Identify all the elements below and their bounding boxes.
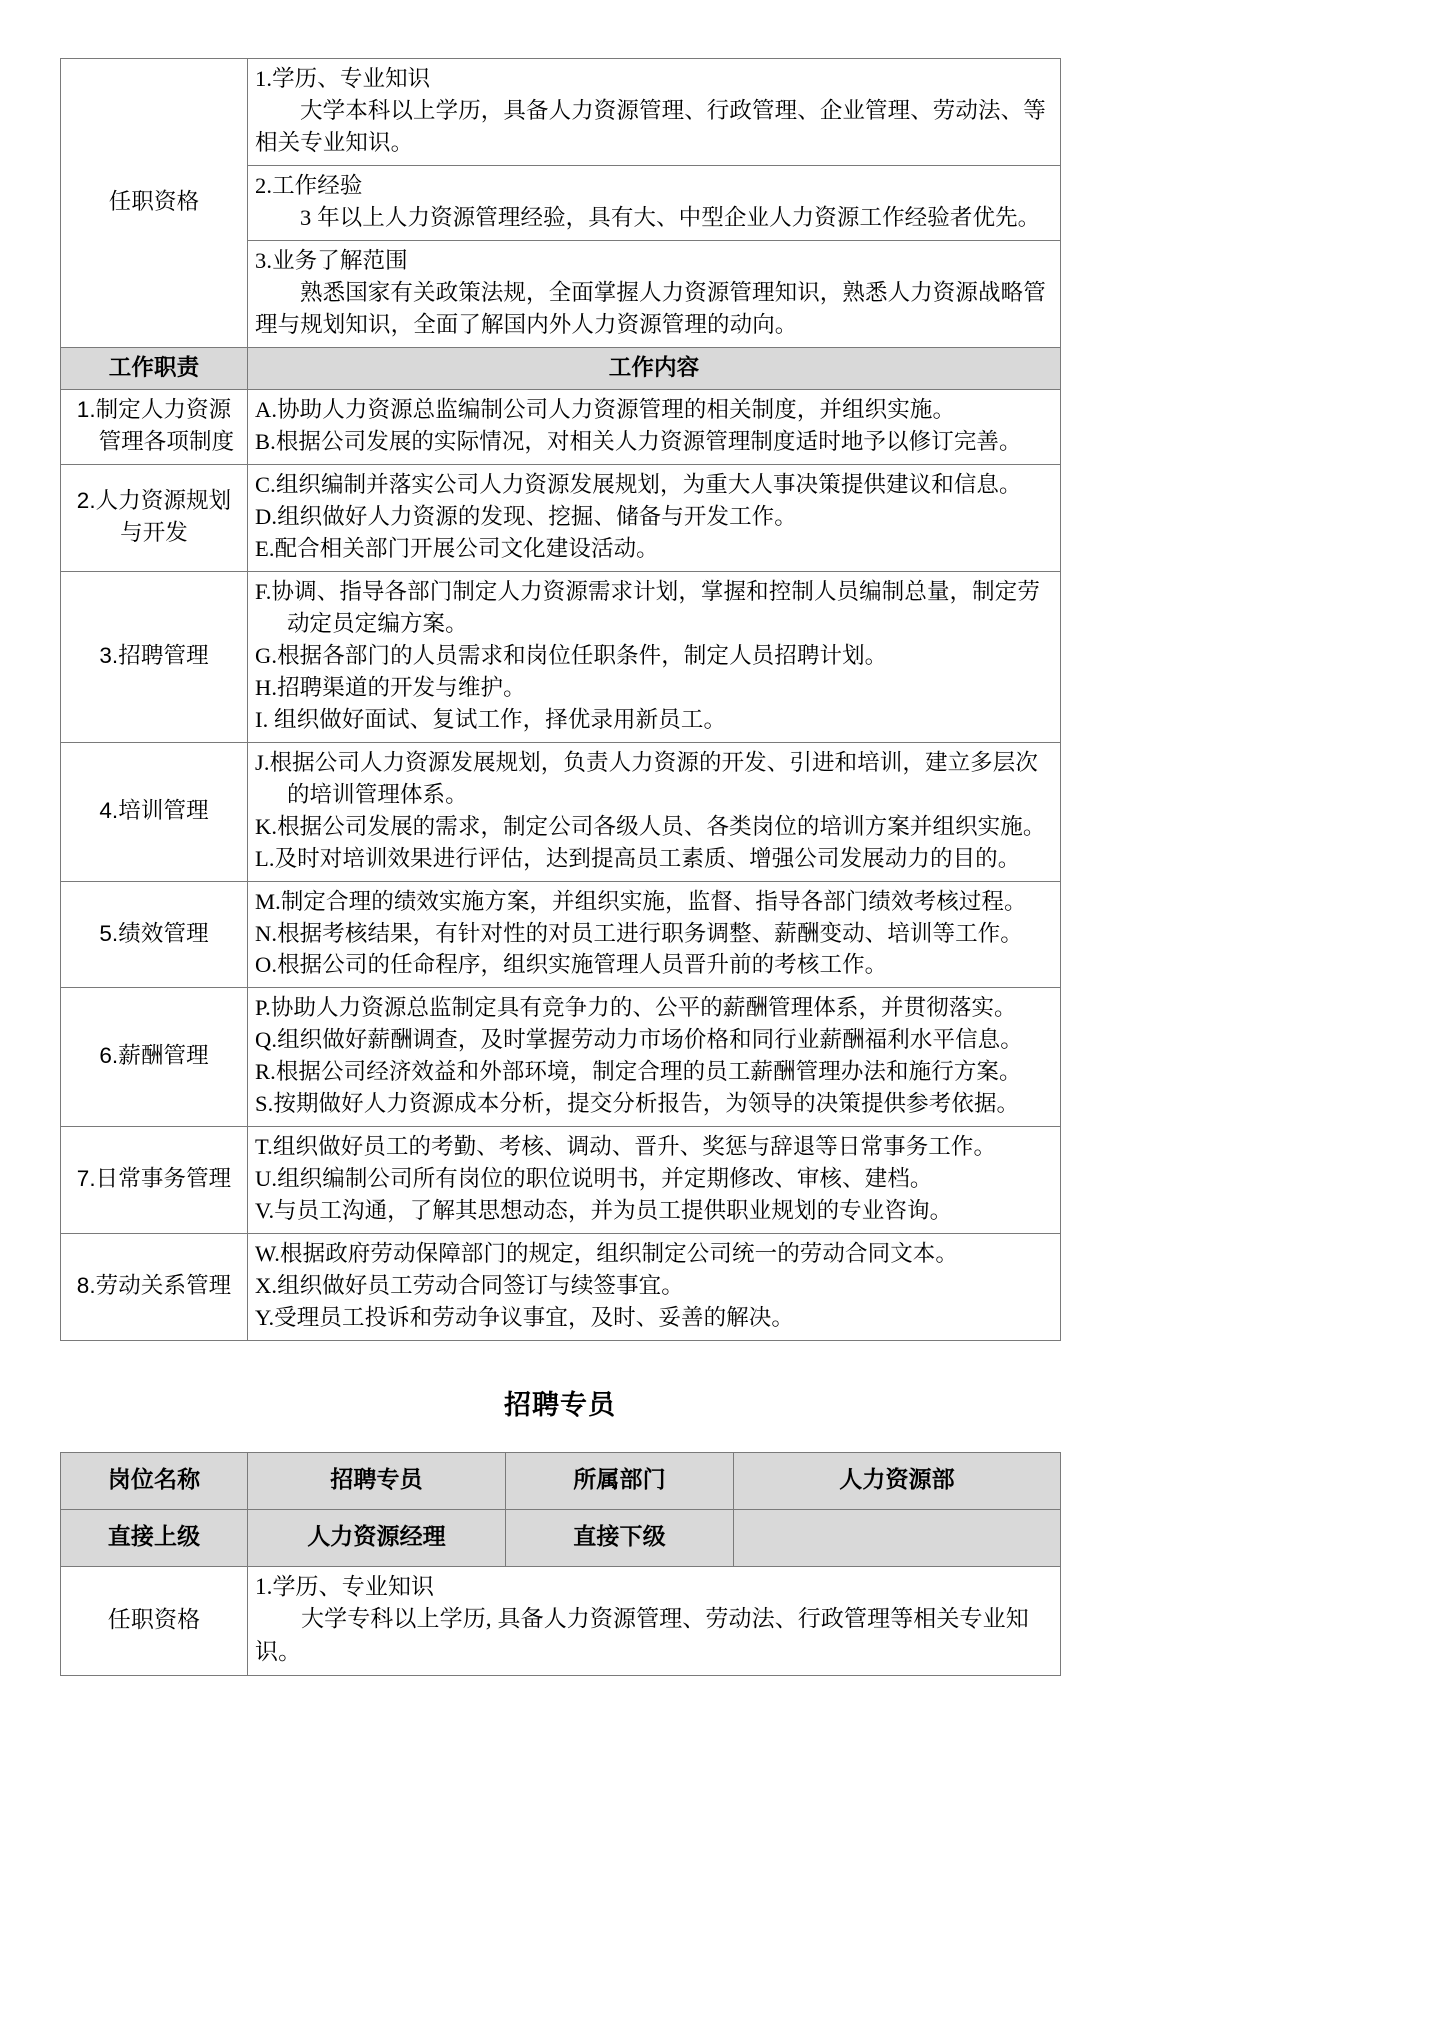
duty-item: G.根据各部门的人员需求和岗位任职条件，制定人员招聘计划。: [255, 643, 888, 668]
qualification-3-body: 熟悉国家有关政策法规，全面掌握人力资源管理知识，熟悉人力资源战略管理与规划知识，全面了解国内外人力资源管理的动向。: [255, 279, 1046, 337]
duty-content-6: [248, 988, 1061, 1127]
duty-content-2: [248, 465, 1061, 572]
duty-item: T.组织做好员工的考勤、考核、调动、晋升、奖惩与辞退等日常事务工作。: [255, 1134, 997, 1160]
department-value: 人力资源部: [734, 1452, 1061, 1509]
table-row: [61, 59, 1061, 166]
duty-item: M.制定合理的绩效实施方案，并组织实施，监督、指导各部门绩效考核过程。: [255, 888, 1027, 914]
duty-label-2-line2: 与开发: [120, 520, 188, 546]
direct-superior-label: 直接上级: [61, 1509, 248, 1566]
duty-label-1-line1: 1.制定人力资源: [76, 397, 232, 423]
duty-item: S.按期做好人力资源成本分析，提交分析报告，为领导的决策提供参考依据。: [255, 1091, 1020, 1117]
table-row: [61, 742, 1061, 881]
duty-item: Q.组织做好薪酬调查，及时掌握劳动力市场价格和同行业薪酬福利水平信息。: [255, 1027, 1023, 1053]
table-row: [61, 465, 1061, 572]
qualification-1-body: 大学本科以上学历，具备人力资源管理、行政管理、企业管理、劳动法、等相关专业知识。: [255, 97, 1046, 155]
duty-item: L.及时对培训效果进行评估，达到提高员工素质、增强公司发展动力的目的。: [255, 845, 1021, 871]
header-duty: 工作职责: [61, 347, 248, 390]
qualification-1-heading: 1.学历、专业知识: [255, 66, 431, 91]
duty-label-4: 4.培训管理: [61, 742, 248, 881]
qualification-2-heading: 2.工作经验: [255, 172, 363, 198]
duty-label-5: 5.绩效管理: [61, 881, 248, 988]
duty-content-7: [248, 1127, 1061, 1234]
qualification-label: 任职资格: [61, 59, 248, 348]
duty-content-1: [248, 390, 1061, 465]
duty-label-8: 8.劳动关系管理: [61, 1233, 248, 1340]
table-row: [61, 988, 1061, 1127]
recruiter-qualification-heading: 1.学历、专业知识: [255, 1573, 435, 1599]
duty-label-2-line1: 2.人力资源规划: [76, 488, 232, 514]
duty-item: O.根据公司的任命程序，组织实施管理人员晋升前的考核工作。: [255, 952, 888, 978]
department-label: 所属部门: [506, 1452, 734, 1509]
hr-manager-table: [60, 58, 1061, 1341]
table-row: [61, 1509, 1061, 1566]
duty-item: Y.受理员工投诉和劳动争议事宜，及时、妥善的解决。: [255, 1304, 794, 1330]
qualification-2-body: 3 年以上人力资源管理经验，具有大、中型企业人力资源工作经验者优先。: [300, 204, 1041, 230]
recruiter-table: [60, 1452, 1061, 1676]
duty-label-1-line2: 管理各项制度: [98, 429, 235, 455]
table-row: [61, 572, 1061, 743]
duty-item: W.根据政府劳动保障部门的规定，组织制定公司统一的劳动合同文本。: [255, 1240, 958, 1266]
duty-content-4: [248, 742, 1061, 881]
direct-subordinate-label: 直接下级: [506, 1509, 734, 1566]
qualification-3-heading: 3.业务了解范围: [255, 247, 408, 273]
duty-label-7: 7.日常事务管理: [61, 1127, 248, 1234]
duty-item: P.协助人力资源总监制定具有竞争力的、公平的薪酬管理体系，并贯彻落实。: [255, 995, 1017, 1021]
recruiter-qualification-content: [248, 1566, 1061, 1675]
duty-label-6: 6.薪酬管理: [61, 988, 248, 1127]
header-content: 工作内容: [248, 347, 1061, 390]
duty-item: V.与员工沟通，了解其思想动态，并为员工提供职业规划的专业咨询。: [255, 1198, 953, 1223]
duty-label-2: [61, 465, 248, 572]
recruiter-qualification-label: 任职资格: [61, 1566, 248, 1675]
duty-item: N.根据考核结果，有针对性的对员工进行职务调整、薪酬变动、培训等工作。: [255, 920, 1023, 946]
duty-item: D.组织做好人力资源的发现、挖掘、储备与开发工作。: [255, 504, 797, 530]
duty-content-5: [248, 881, 1061, 988]
position-name-value: 招聘专员: [248, 1452, 506, 1509]
page-title: 招聘专员: [504, 1389, 616, 1420]
duty-item: A.协助人力资源总监编制公司人力资源管理的相关制度，并组织实施。: [255, 397, 956, 423]
duties-header-row: [61, 347, 1061, 390]
duty-item: F.协调、指导各部门制定人力资源需求计划，掌握和控制人员编制总量，制定劳动定员定编方案。: [255, 579, 1040, 637]
duty-item: H.招聘渠道的开发与维护。: [255, 674, 526, 700]
table-row: [61, 1566, 1061, 1675]
duty-label-1: [61, 390, 248, 465]
duty-item: R.根据公司经济效益和外部环境，制定合理的员工薪酬管理办法和施行方案。: [255, 1059, 1022, 1085]
recruiter-qualification-body: 大学专科以上学历, 具备人力资源管理、劳动法、行政管理等相关专业知识。: [255, 1606, 1029, 1665]
qualification-item-1: [248, 59, 1061, 166]
direct-subordinate-value: [734, 1509, 1061, 1566]
table-row: [61, 881, 1061, 988]
table-row: [61, 1452, 1061, 1509]
duty-item: E.配合相关部门开展公司文化建设活动。: [255, 536, 659, 562]
table-row: [61, 1127, 1061, 1234]
duty-item: J.根据公司人力资源发展规划，负责人力资源的开发、引进和培训，建立多层次的培训管理体系。: [255, 749, 1038, 807]
duty-item: K.根据公司发展的需求，制定公司各级人员、各类岗位的培训方案并组织实施。: [255, 813, 1046, 839]
direct-superior-value: 人力资源经理: [248, 1509, 506, 1566]
duty-item: B.根据公司发展的实际情况，对相关人力资源管理制度适时地予以修订完善。: [255, 429, 1022, 455]
duty-item: U.组织编制公司所有岗位的职位说明书，并定期修改、审核、建档。: [255, 1166, 933, 1192]
table-row: [61, 390, 1061, 465]
position-name-label: 岗位名称: [61, 1452, 248, 1509]
qualification-item-2: [248, 165, 1061, 240]
duty-item: I. 组织做好面试、复试工作，择优录用新员工。: [255, 706, 727, 732]
table-row: [61, 1233, 1061, 1340]
qualification-item-3: [248, 240, 1061, 347]
duty-item: X.组织做好员工劳动合同签订与续签事宜。: [255, 1272, 684, 1298]
duty-content-3: [248, 572, 1061, 743]
duty-item: C.组织编制并落实公司人力资源发展规划，为重大人事决策提供建议和信息。: [255, 472, 1022, 498]
duty-content-8: [248, 1233, 1061, 1340]
duty-label-3: 3.招聘管理: [61, 572, 248, 743]
